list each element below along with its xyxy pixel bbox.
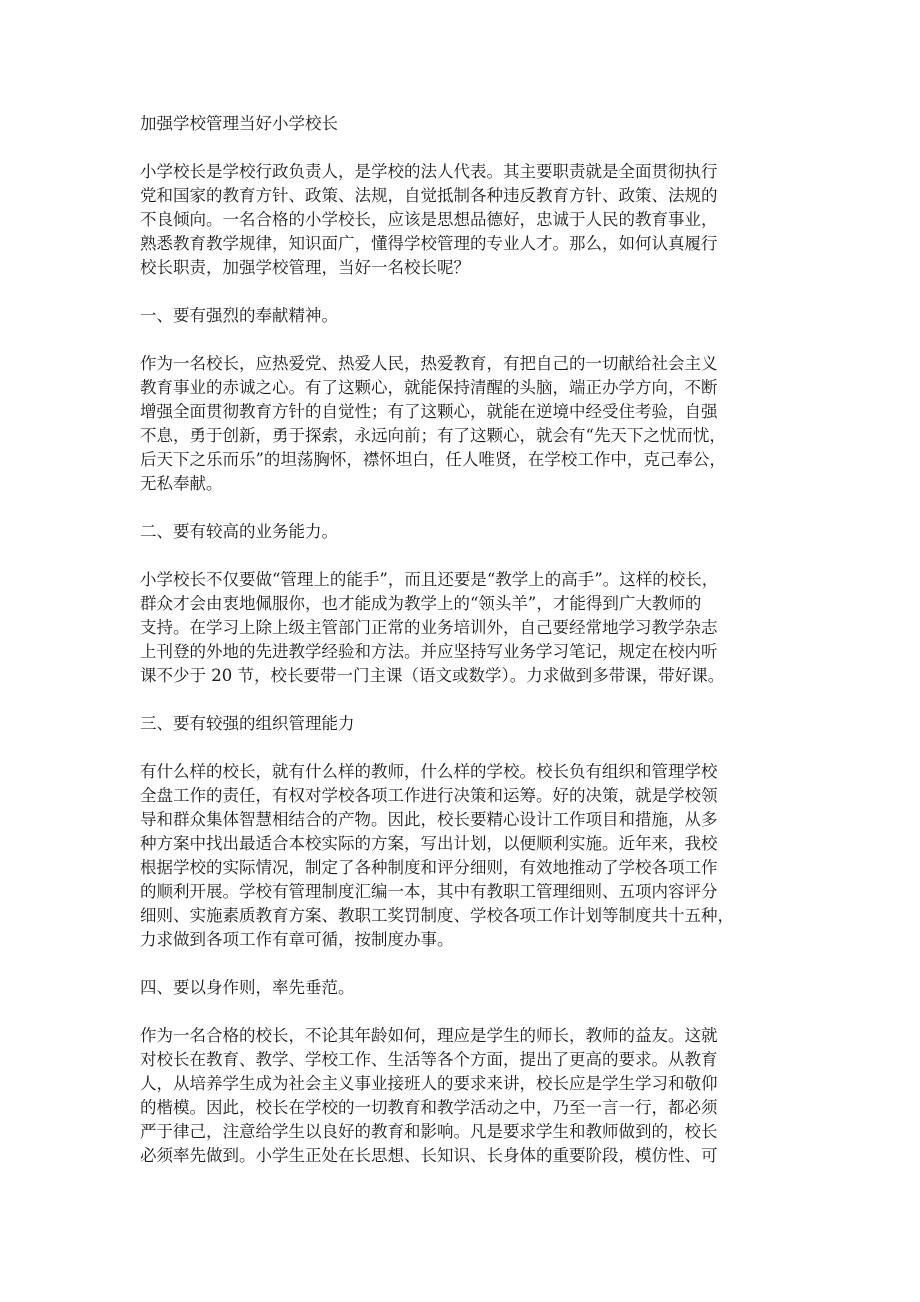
document-content: [140, 112, 785, 1192]
section-body-3: 有什么样的校长，就有什么样的教师，什么样的学校。校长负有组织和管理学校 全盘工作的责任，有权对学校各项工作进行决策和运筹。好的决策，就是学校领 导和群众集体智慧相结合的产物。因此，校长要精心设计工作项目和措施，从多 种方案中找出最适合本校实际的方案，写出计划，以便顺利实施。近年来，我校 根据学校的实际情况，制定了各种制度和评分细则，有效地推动了学校各项工作 的顺利开展。学校有管理制度汇编一本，其中有教职工管理细则、五项内容评分 细则、实施素质教育方案、教职工奖罚制度、学校各项工作计划等制度共十五种， 力求做到各项工作有章可循，按制度办事。: [140, 762, 734, 949]
section-body-4: 作为一名合格的校长，不论其年龄如何，理应是学生的师长，教师的益友。这就 对校长在教育、教学、学校工作、生活等各个方面，提出了更高的要求。从教育 人，从培养学生成为社会主义事业接班人的要求来讲，校长应是学生学习和敬仰 的楷模。因此，校长在学校的一切教育和教学活动之中，乃至一言一行，都必须 严于律己，注意给学生以良好的教育和影响。凡是要求学生和教师做到的，校长 必须率先做到。小学生正处在长思想、长知识、长身体的重要阶段，模仿性、可: [140, 1026, 718, 1165]
section-body-1: 作为一名校长，应热爱党、热爱人民，热爱教育，有把自己的一切献给社会主义 教育事业的赤诚之心。有了这颗心，就能保持清醒的头脑，端正办学方向，不断 增强全面贯彻教育方针的自觉性；有了这颗心，就能在逆境中经受住考验，自强 不息，勇于创新，勇于探索，永远向前；有了这颗心，就会有“先天下之忧而忧， 后天下之乐而乐”的坦荡胸怀，襟怀坦白，任人唯贤，在学校工作中，克己奉公， 无私奉献。: [140, 354, 726, 493]
section-heading-4: 四、要以身作则，率先垂范。: [140, 978, 355, 997]
section-heading-3: 三、要有较强的组织管理能力: [140, 714, 355, 733]
section-heading-2: 二、要有较高的业务能力。: [140, 522, 338, 541]
section-heading-1: 一、要有强烈的奉献精神。: [140, 306, 338, 325]
document-title: 加强学校管理当好小学校长: [140, 114, 338, 133]
section-body-2: 小学校长不仅要做“管理上的能手”，而且还要是“教学上的高手”。这样的校长， 群众才会由衷地佩服你，也才能成为教学上的“领头羊”，才能得到广大教师的 支持。在学习上除上级主管部门正常的业务培训外，自己要经常地学习教学杂志 上刊登的外地的先进教学经验和方法。并应坚持写业务学习笔记，规定在校内听 课不少于 20 节，校长要带一门主课（语文或数学）。力求做到多带课，带好课。: [140, 570, 725, 685]
intro-paragraph: 小学校长是学校行政负责人，是学校的法人代表。其主要职责就是全面贯彻执行 党和国家的教育方针、政策、法规，自觉抵制各种违反教育方针、政策、法规的 不良倾向。一名合格的小学校长，应该是思想品德好，忠诚于人民的教育事业， 熟悉教育教学规律，知识面广，懂得学校管理的专业人才。那么，如何认真履行 校长职责，加强学校管理，当好一名校长呢？: [140, 162, 718, 277]
